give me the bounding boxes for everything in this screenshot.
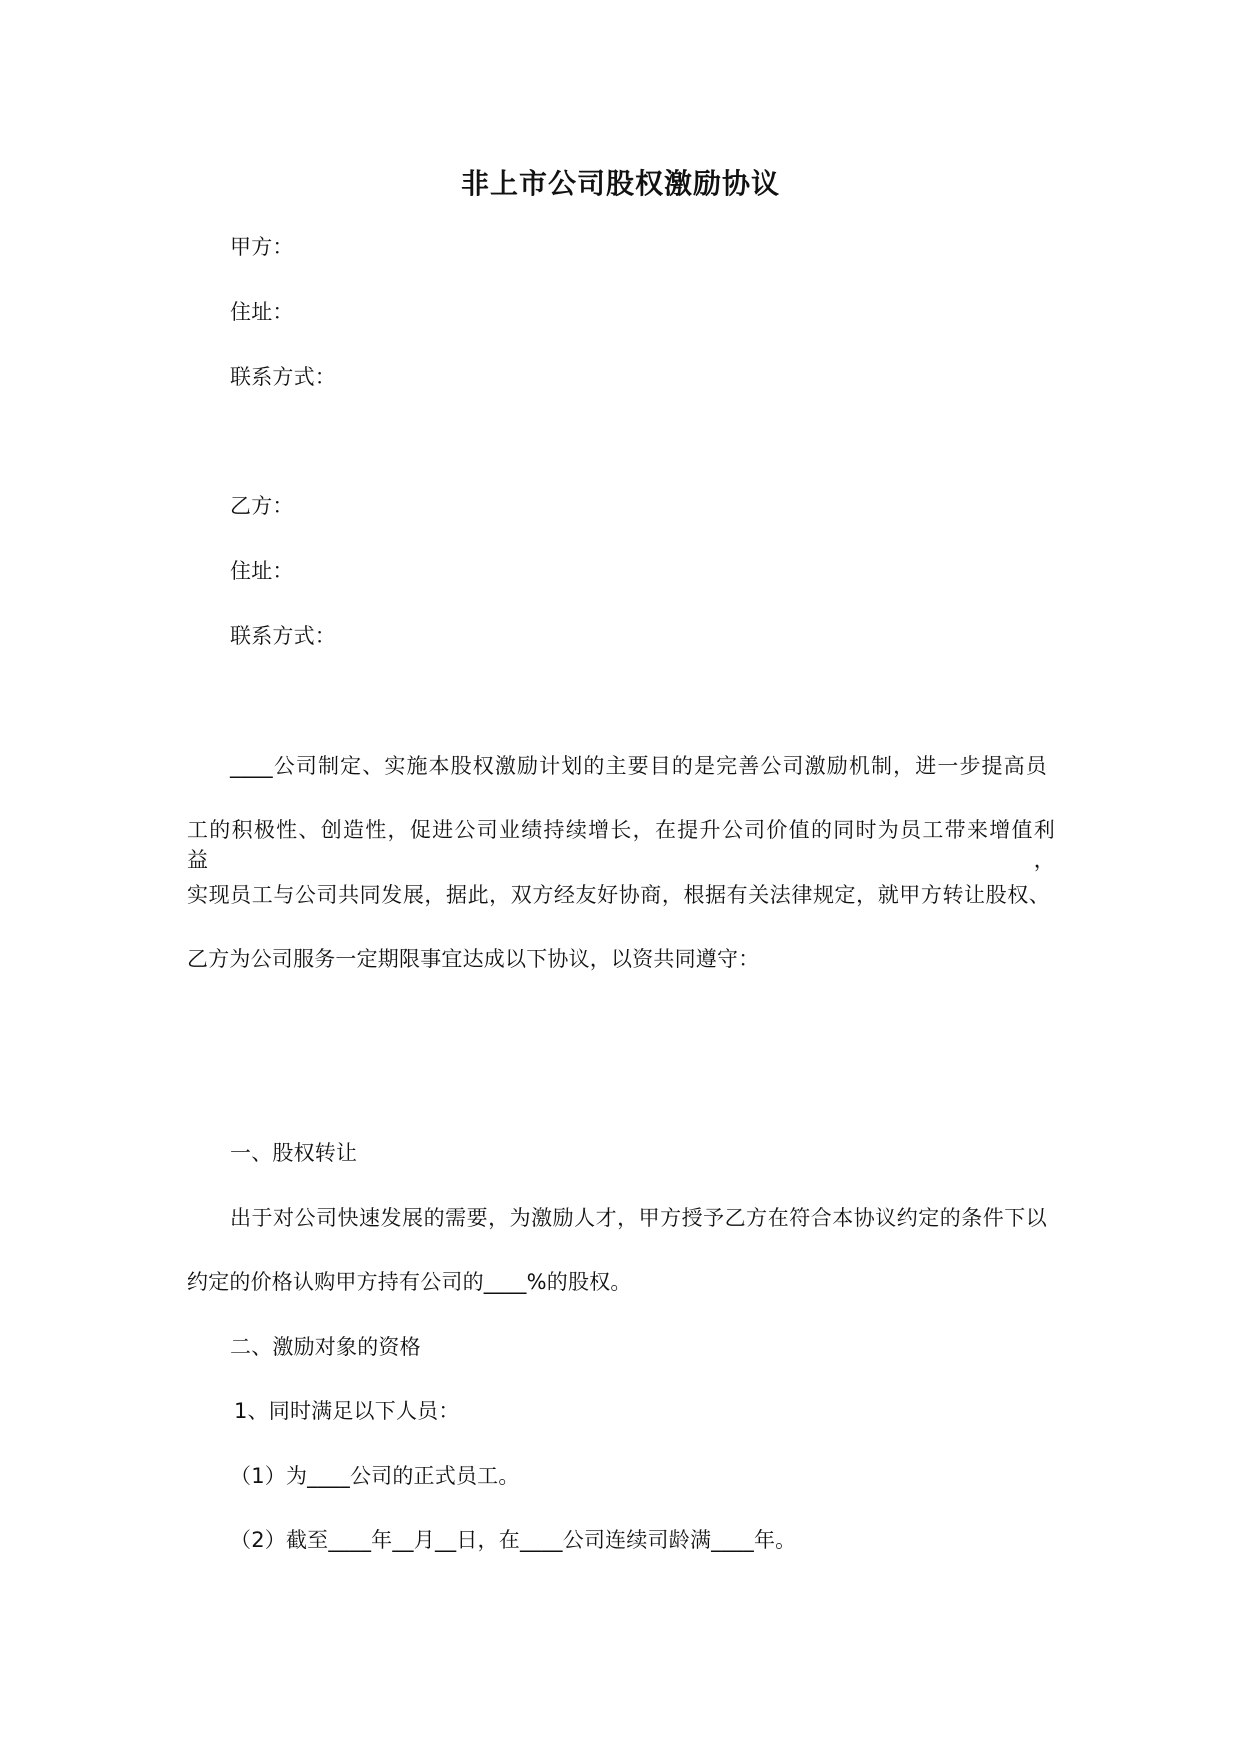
- party-b-address-label: 住址：: [230, 559, 294, 583]
- section-2-item-1-1: （1）为____公司的正式员工。: [230, 1464, 520, 1488]
- preamble-line-3: 实现员工与公司共同发展，据此，双方经友好协商，根据有关法律规定，就甲方转让股权、: [187, 883, 1050, 907]
- section-1-line-1: 出于对公司快速发展的需要，为激励人才，甲方授予乙方在符合本协议约定的条件下以: [230, 1206, 1047, 1230]
- section-2-item-1: 1、同时满足以下人员：: [234, 1399, 460, 1423]
- section-2-item-1-2: （2）截至____年__月__日，在____公司连续司龄满____年。: [230, 1528, 797, 1552]
- party-b-contact-label: 联系方式：: [230, 624, 336, 648]
- section-2-heading: 二、激励对象的资格: [230, 1335, 421, 1359]
- preamble-line-4: 乙方为公司服务一定期限事宜达成以下协议，以资共同遵守：: [187, 947, 760, 971]
- party-a-contact-label: 联系方式：: [230, 365, 336, 389]
- document-title: 非上市公司股权激励协议: [460, 167, 780, 200]
- preamble-line-1: ____公司制定、实施本股权激励计划的主要目的是完善公司激励机制，进一步提高员: [230, 754, 1047, 778]
- party-a-name-label: 甲方：: [230, 235, 294, 259]
- section-1-heading: 一、股权转让: [230, 1141, 358, 1165]
- party-b-name-label: 乙方：: [230, 494, 294, 518]
- preamble-line-2: 工的积极性、创造性，促进公司业绩持续增长，在提升公司价值的同时为员工带来增值利益，: [187, 818, 1055, 872]
- section-1-line-2: 约定的价格认购甲方持有公司的____%的股权。: [187, 1270, 632, 1294]
- party-a-address-label: 住址：: [230, 300, 294, 324]
